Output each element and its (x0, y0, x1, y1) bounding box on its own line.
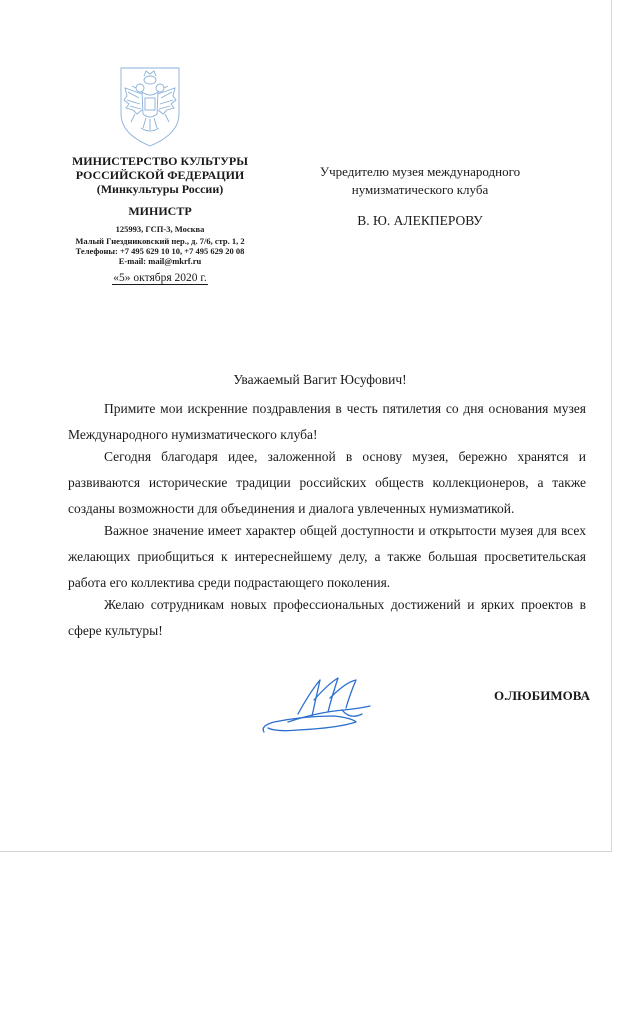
russian-coat-of-arms-icon (113, 62, 187, 150)
letter-date-block (46, 272, 274, 284)
email-line: E-mail: mail@mkrf.ru (118, 256, 202, 266)
greeting: Уважаемый Вагит Юсуфович! (233, 372, 407, 387)
body-paragraph: Сегодня благодаря идее, заложенной в основу музея, бережно хранятся и развиваются исторические традиции российских обществ коллекционеров, а также созданы возможности для объединения и диалога увлеченных нумизматикой. (68, 449, 586, 516)
phone-line: Телефоны: +7 495 629 10 10, +7 495 629 20 08 (75, 246, 245, 256)
body-paragraph: Желаю сотрудникам новых профессиональных достижений и ярких проектов в сфере культуры! (68, 597, 586, 638)
address-line: Малый Гнездниковский пер., д. 7/6, стр. 1, 2 (75, 236, 245, 246)
letter-date: «5» октября 2020 г. (113, 272, 207, 284)
address-line: 125993, ГСП-3, Москва (115, 224, 205, 234)
recipient-line2: нумизматического клуба (351, 182, 489, 197)
body-paragraph: Важное значение имеет характер общей доступности и открытости музея для всех желающих приобщиться к интереснейшему делу, а также большая просветительская работа его коллектива среди подрастающего поколения. (68, 523, 586, 590)
signer-name: О.ЛЮБИМОВА (493, 688, 590, 703)
recipient-line1: Учредителю музея международного (319, 164, 521, 179)
sender-title: МИНИСТР (128, 204, 192, 218)
ministry-name-line2: РОССИЙСКОЙ ФЕДЕРАЦИИ (75, 168, 245, 182)
handwritten-signature-icon (258, 676, 380, 738)
ministry-short-name: (Минкультуры России) (96, 182, 224, 196)
body-paragraph: Примите мои искренние поздравления в честь пятилетия со дня основания музея Международного нумизматического клуба! (68, 401, 586, 442)
recipient-name: В. Ю. АЛЕКПЕРОВУ (357, 213, 483, 228)
ministry-name-line1: МИНИСТЕРСТВО КУЛЬТУРЫ (71, 154, 249, 168)
